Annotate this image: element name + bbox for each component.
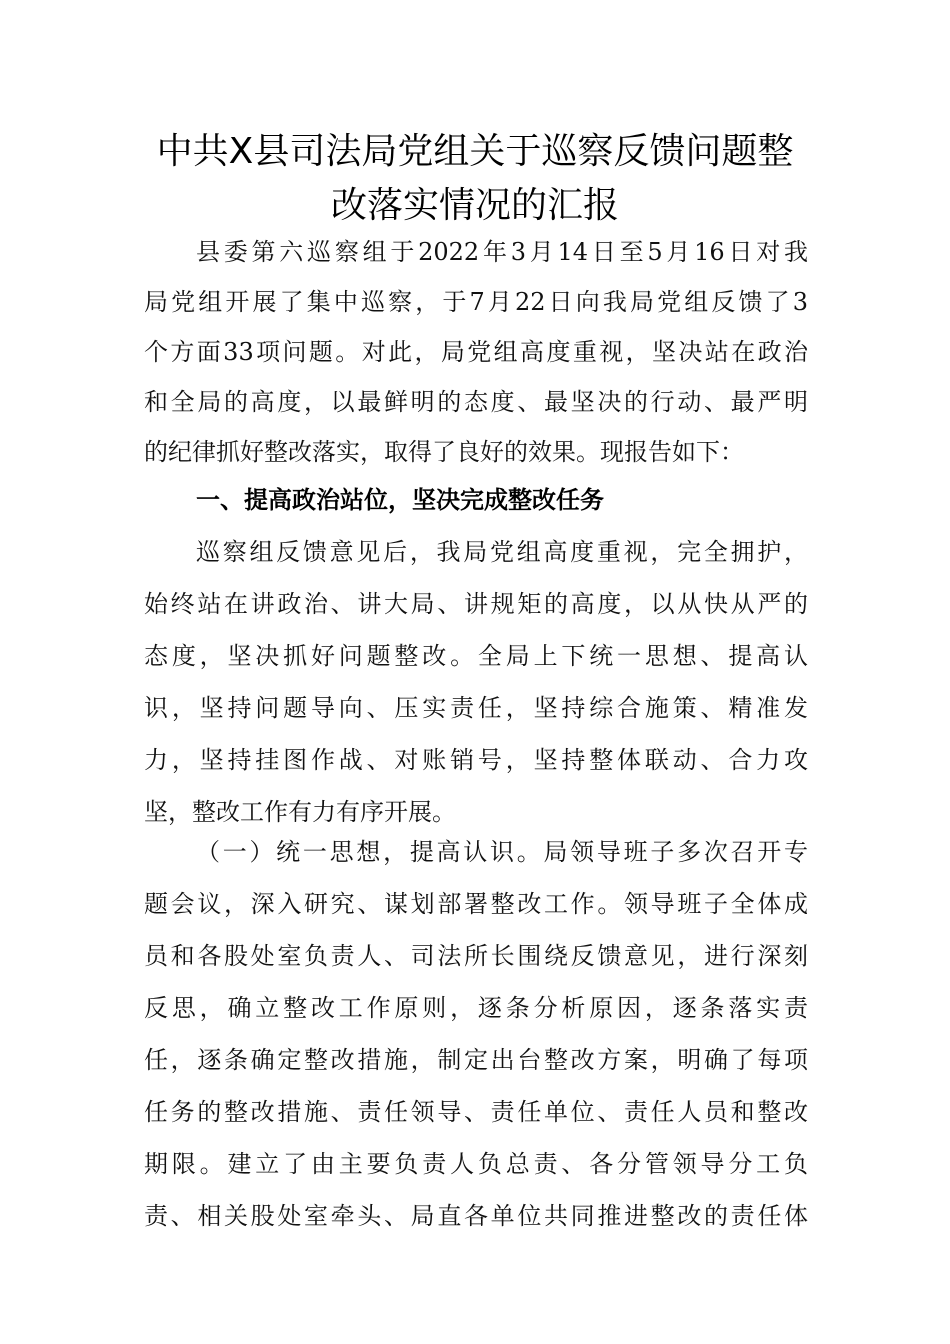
section-1-line: 巡察组反馈意见后，我局党组高度重视，完全拥护，	[196, 538, 808, 566]
section-1-line: 力，坚持挂图作战、对账销号，坚持整体联动、合力攻	[144, 746, 808, 774]
subsection-1-line: （一）统一思想，提高认识。局领导班子多次召开专	[196, 838, 808, 866]
subsection-1-line: 期限。建立了由主要负责人负总责、各分管领导分工负	[144, 1150, 808, 1178]
subsection-1-line: 任务的整改措施、责任领导、责任单位、责任人员和整改	[144, 1098, 808, 1126]
document-title-line-1: 中共X县司法局党组关于巡察反馈问题整	[156, 131, 794, 172]
intro-line: 县委第六巡察组于2022年3月14日至5月16日对我	[196, 238, 808, 266]
section-1-line: 识，坚持问题导向、压实责任，坚持综合施策、精准发	[144, 694, 808, 722]
document-title-line-2: 改落实情况的汇报	[330, 185, 619, 226]
subsection-1-line: 题会议，深入研究、谋划部署整改工作。领导班子全体成	[144, 890, 808, 918]
section-1-line: 态度，坚决抓好问题整改。全局上下统一思想、提高认	[144, 642, 808, 670]
intro-line: 个方面33项问题。对此，局党组高度重视，坚决站在政治	[144, 338, 808, 366]
subsection-1-line: 反思，确立整改工作原则，逐条分析原因，逐条落实责	[144, 994, 808, 1022]
intro-line: 的纪律抓好整改落实，取得了良好的效果。现报告如下：	[144, 438, 744, 466]
section-1-line: 始终站在讲政治、讲大局、讲规矩的高度，以从快从严的	[144, 590, 808, 618]
intro-line: 局党组开展了集中巡察，于7月22日向我局党组反馈了3	[144, 288, 808, 316]
subsection-1-line: 责、相关股处室牵头、局直各单位共同推进整改的责任体	[144, 1202, 808, 1230]
subsection-1-line: 员和各股处室负责人、司法所长围绕反馈意见，进行深刻	[144, 942, 808, 970]
section-heading: 一、提高政治站位，坚决完成整改任务	[196, 486, 604, 514]
section-1-line: 坚，整改工作有力有序开展。	[144, 798, 456, 826]
intro-line: 和全局的高度，以最鲜明的态度、最坚决的行动、最严明	[144, 388, 808, 416]
subsection-1-line: 任，逐条确定整改措施，制定出台整改方案，明确了每项	[144, 1046, 808, 1074]
